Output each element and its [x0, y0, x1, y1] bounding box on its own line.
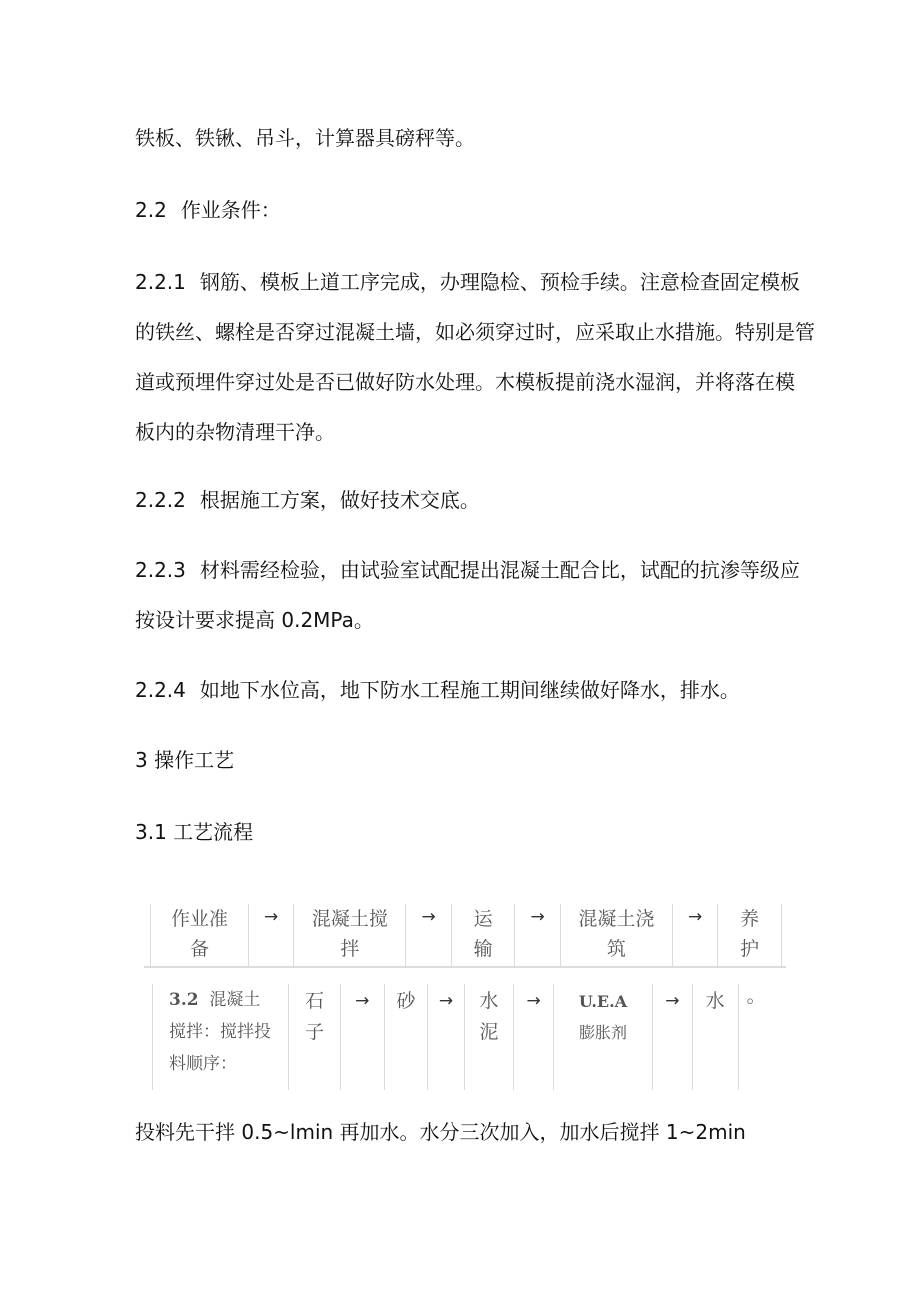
mixing-order-label: 3.2 混凝土 搅拌：搅拌投 料顺序：: [153, 984, 289, 1090]
line-text: 如地下水位高，地下防水工程施工期间继续做好降水，排水。: [199, 678, 740, 702]
arrow-right-icon: →: [406, 904, 451, 968]
flow-step: 混凝土浇 筑: [560, 904, 672, 968]
item-number: 2.2.4: [135, 678, 186, 702]
material-item: U.E.A 膨胀剂: [554, 984, 653, 1090]
arrow-right-icon: →: [515, 904, 560, 968]
flow-step: 养 护: [718, 904, 782, 968]
item-number: 2.2.1: [135, 270, 186, 294]
line-text: 材料需经检验，由试验室试配提出混凝土配合比，试配的抗渗等级应: [199, 558, 800, 582]
material-item: 石 子: [289, 984, 341, 1090]
section-3-heading: 3 操作工艺: [135, 748, 235, 772]
section-3-1-heading: 3.1 工艺流程: [135, 820, 254, 844]
paragraph-line: 板内的杂物清理干净。: [135, 420, 335, 444]
process-flow-table: [150, 904, 782, 968]
material-item: 砂: [384, 984, 428, 1090]
section-number: 2.2: [135, 198, 167, 222]
flow-step: 作业准 备: [151, 904, 249, 968]
mixing-order-table: [152, 984, 782, 1084]
flow-step: 混凝土搅 拌: [294, 904, 406, 968]
item-number: 2.2.2: [135, 488, 186, 512]
section-2-2-heading: [135, 198, 281, 222]
line-text: 钢筋、模板上道工序完成，办理隐检、预检手续。注意检查固定模板: [199, 270, 800, 294]
section-2-2-3-paragraph: [135, 558, 800, 658]
paragraph-line: 按设计要求提高 0.2MPa。: [135, 608, 374, 632]
mixing-note-line: 投料先干拌 0.5~lmin 再加水。水分三次加入，加水后搅拌 1~2min: [135, 1120, 746, 1144]
paragraph-line: [135, 558, 800, 608]
item-number: 2.2.3: [135, 558, 186, 582]
arrow-right-icon: →: [248, 904, 293, 968]
table-divider: [144, 966, 786, 968]
arrow-right-icon: →: [355, 991, 370, 1011]
paragraph-line: 道或预埋件穿过处是否已做好防水处理。木模板提前浇水湿润，并将落在模: [135, 370, 795, 394]
paragraph-line: [135, 270, 800, 320]
section-title: 作业条件：: [180, 198, 281, 222]
flow-step: 运 输: [451, 904, 515, 968]
arrow-right-icon: →: [526, 991, 541, 1011]
tools-line: [135, 126, 475, 150]
arrow-right-icon: →: [672, 904, 717, 968]
paragraph-line: 的铁丝、螺栓是否穿过混凝土墙，如必须穿过时，应采取止水措施。特别是管: [135, 320, 815, 344]
end-mark: 。: [746, 985, 766, 1007]
line-text: 根据施工方案，做好技术交底。: [199, 488, 480, 512]
arrow-right-icon: →: [665, 991, 680, 1011]
section-2-2-1-paragraph: [135, 270, 815, 470]
arrow-right-icon: →: [438, 991, 454, 1011]
section-2-2-2-line: [135, 488, 480, 512]
section-2-2-4-line: [135, 678, 740, 702]
material-item: 水 泥: [464, 984, 514, 1090]
material-item: 水: [692, 984, 738, 1090]
tools-text: 铁板、铁锹、吊斗，计算器具磅秤等。: [135, 126, 475, 150]
